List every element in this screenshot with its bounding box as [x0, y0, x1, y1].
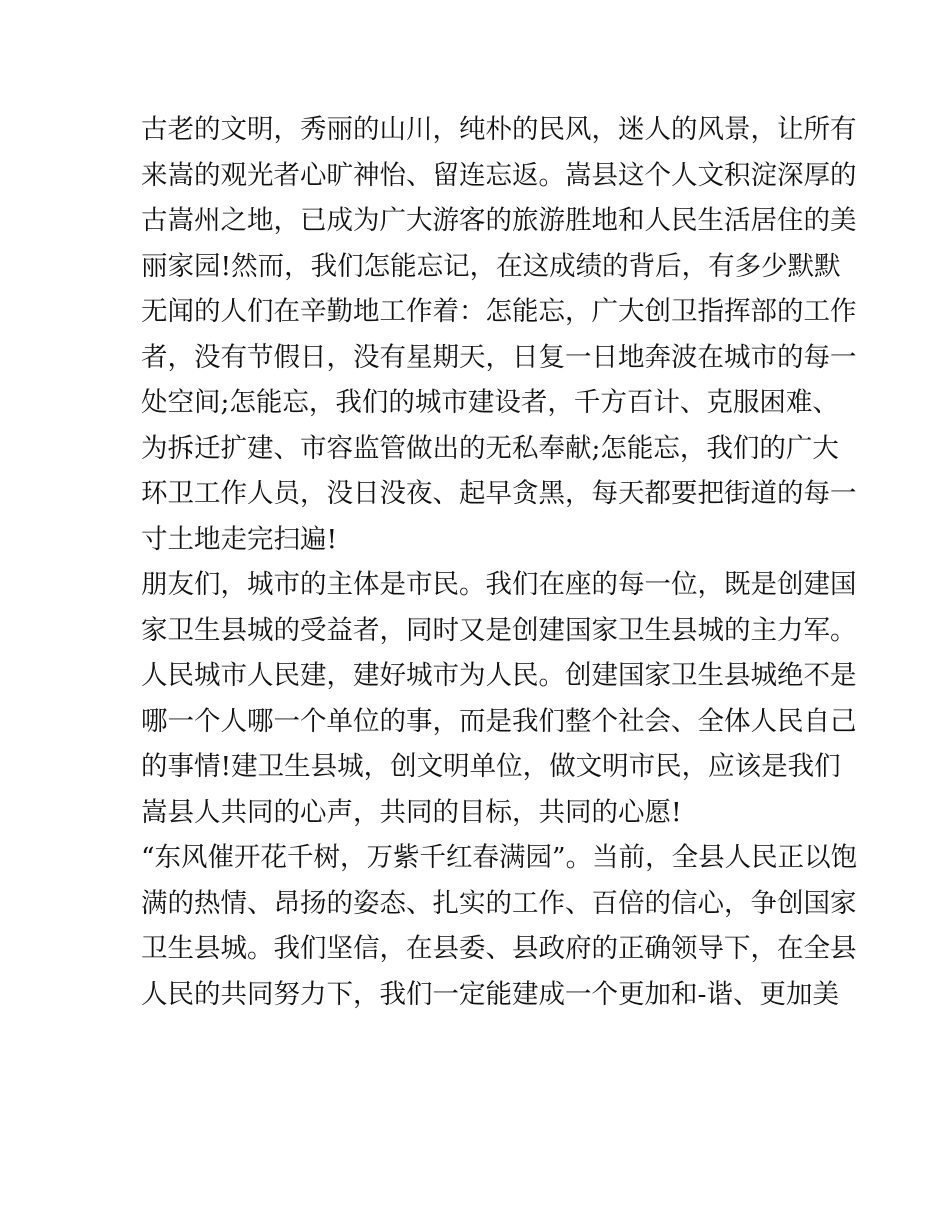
text-line: 的事情!建卫生县城，创文明单位，做文明市民，应该是我们: [141, 751, 841, 782]
text-line: 哪一个人哪一个单位的事，而是我们整个社会、全体人民自己: [141, 705, 857, 737]
text-line: 处空间;怎能忘，我们的城市建设者，千方百计、克服困难、: [141, 387, 839, 418]
text-line: 卫生县城。我们坚信，在县委、县政府的正确领导下，在全县: [141, 933, 857, 964]
text-line: 为拆迁扩建、市容监管做出的无私奉献;怎能忘，我们的广大: [141, 432, 839, 464]
text-line: 丽家园!然而，我们怎能忘记，在这成绩的背后，有多少默默: [141, 250, 841, 282]
text-line: 无闻的人们在辛勤地工作着：怎能忘，广大创卫指挥部的工作: [141, 296, 857, 327]
text-line: 人民的共同努力下，我们一定能建成一个更加和-谐、更加美: [141, 978, 839, 1010]
text-line: 古嵩州之地，已成为广大游客的旅游胜地和人民生活居住的美: [141, 205, 857, 236]
text-line: 寸土地走完扫遍!: [141, 523, 338, 555]
text-line: 朋友们，城市的主体是市民。我们在座的每一位，既是创建国: [141, 569, 857, 600]
text-line: 者，没有节假日，没有星期天，日复一日地奔波在城市的每一: [141, 341, 857, 373]
text-line: 人民城市人民建，建好城市为人民。创建国家卫生县城绝不是: [141, 660, 857, 691]
text-line: 来嵩的观光者心旷神怡、留连忘返。嵩县这个人文积淀深厚的: [141, 159, 857, 191]
text-line: 家卫生县城的受益者，同时又是创建国家卫生县城的主力军。: [141, 614, 857, 646]
text-line: 环卫工作人员，没日没夜、起早贪黑，每天都要把街道的每一: [141, 478, 857, 509]
text-line: 嵩县人共同的心声，共同的目标，共同的心愿!: [141, 796, 682, 828]
body-text: [141, 107, 858, 1017]
text-line: “东风催开花千树，万紫千红春满园”。当前，全县人民正以饱: [141, 842, 858, 873]
text-line: 古老的文明，秀丽的山川，纯朴的民风，迷人的风景，让所有: [141, 114, 857, 145]
text-line: 满的热情、昂扬的姿态、扎实的工作、百倍的信心，争创国家: [141, 887, 857, 919]
